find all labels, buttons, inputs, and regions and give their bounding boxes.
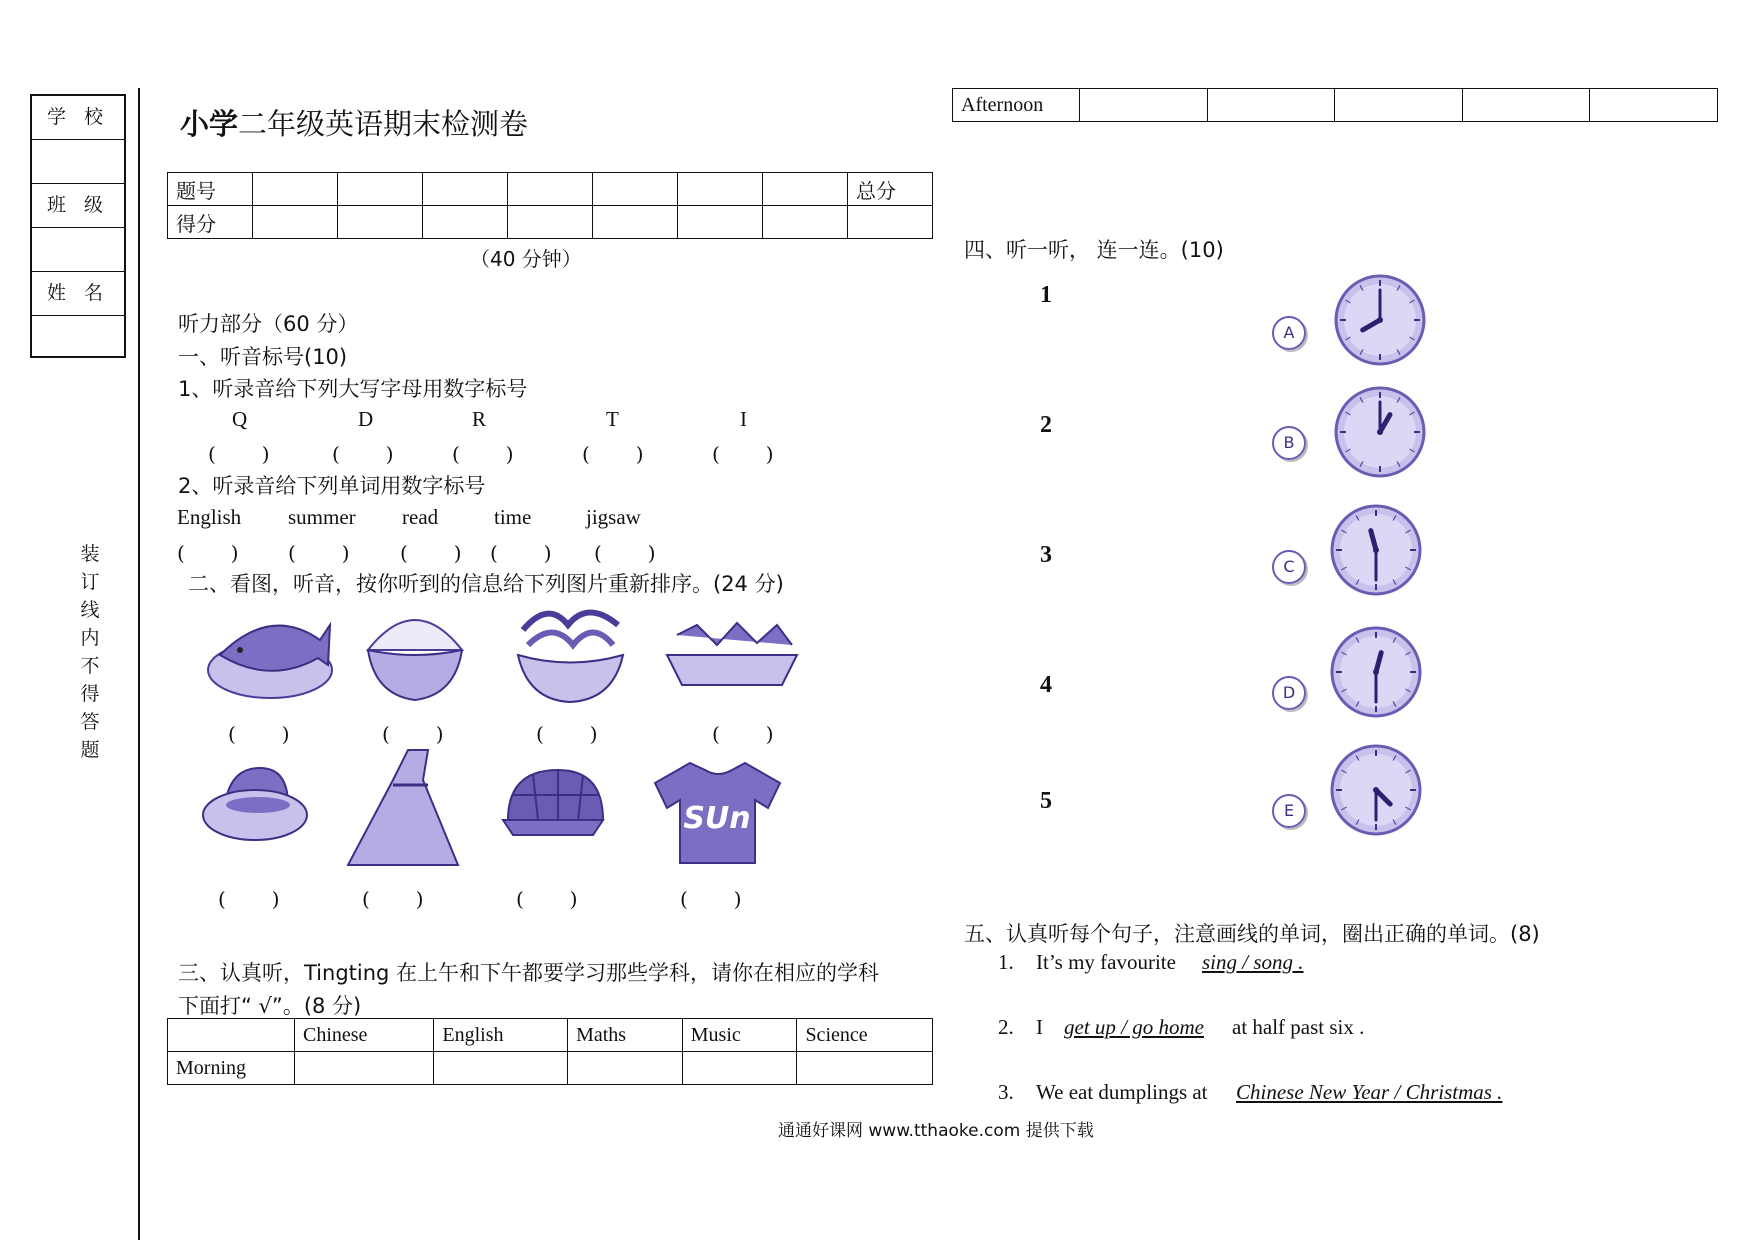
letter-item: D xyxy=(358,407,374,431)
subject-header: Maths xyxy=(568,1019,683,1052)
clock-face xyxy=(1330,382,1430,482)
fish-picture xyxy=(200,600,340,710)
sentence-tail: at half past six . xyxy=(1232,1015,1365,1039)
dress-picture xyxy=(338,745,468,875)
clock-center xyxy=(1377,429,1383,435)
word-item: English xyxy=(177,505,242,529)
letter-item: R xyxy=(472,407,487,431)
match-number: 5 xyxy=(1040,788,1052,814)
answer-paren[interactable]: ( ) xyxy=(400,541,464,565)
clock-face xyxy=(1326,740,1426,840)
sentence-text: We eat dumplings at xyxy=(1036,1080,1208,1104)
clock-center xyxy=(1377,317,1383,323)
sentence-number: 1. xyxy=(998,950,1014,974)
sentence-number: 3. xyxy=(998,1080,1014,1104)
check-cell[interactable] xyxy=(1335,89,1463,122)
name-field[interactable] xyxy=(32,316,124,359)
word-item: jigsaw xyxy=(586,505,641,529)
sentence-number: 2. xyxy=(998,1015,1014,1039)
school-label: 学 校 xyxy=(32,96,124,140)
title-rest: 二年级英语期末检测卷 xyxy=(238,107,529,141)
match-number: 4 xyxy=(1040,672,1052,698)
afternoon-label: Afternoon xyxy=(953,89,1080,122)
binding-notice: 装 订 线 内 不 得 答 题 xyxy=(80,543,100,761)
score-table xyxy=(167,172,933,239)
clock-face xyxy=(1330,270,1430,370)
option-letter: C xyxy=(1272,550,1306,584)
score-cell[interactable] xyxy=(253,206,338,239)
answer-paren[interactable]: ( ) xyxy=(680,887,744,911)
check-cell[interactable] xyxy=(434,1052,568,1085)
match-number: 1 xyxy=(1040,282,1052,308)
answer-paren[interactable]: ( ) xyxy=(490,541,554,565)
sec3-title-line1: 三、认真听，Tingting 在上午和下午都要学习那些学科，请你在相应的学科 xyxy=(178,961,880,985)
choice-words[interactable]: Chinese New Year / Christmas . xyxy=(1236,1080,1503,1104)
school-field[interactable] xyxy=(32,140,124,184)
answer-paren[interactable]: ( ) xyxy=(712,442,776,466)
title-bold: 小学 xyxy=(180,107,239,141)
clock-center xyxy=(1373,669,1379,675)
cake-tray-picture xyxy=(662,615,802,695)
check-cell[interactable] xyxy=(295,1052,434,1085)
check-cell[interactable] xyxy=(1462,89,1590,122)
class-label: 班 级 xyxy=(32,184,124,228)
total-label: 总分 xyxy=(848,173,933,206)
name-label: 姓 名 xyxy=(32,272,124,316)
page-title xyxy=(180,102,528,143)
letter-item: I xyxy=(740,407,747,431)
match-number: 3 xyxy=(1040,542,1052,568)
sec3-title-line2: 下面打“ √”。(8 分) xyxy=(178,994,362,1018)
sec4-title: 四、听一听， 连一连。(10) xyxy=(964,238,1224,262)
check-cell[interactable] xyxy=(1590,89,1718,122)
subject-header: English xyxy=(434,1019,568,1052)
check-cell[interactable] xyxy=(568,1052,683,1085)
answer-paren[interactable]: ( ) xyxy=(594,541,658,565)
binding-line xyxy=(138,88,140,1240)
score-cell[interactable] xyxy=(423,206,508,239)
answer-paren[interactable]: ( ) xyxy=(177,541,241,565)
score-row-label: 题号 xyxy=(168,173,253,206)
answer-paren[interactable]: ( ) xyxy=(218,887,282,911)
subject-table-afternoon xyxy=(952,88,1718,122)
subject-header: Chinese xyxy=(295,1019,434,1052)
clock-center xyxy=(1373,787,1379,793)
word-item: time xyxy=(494,505,532,529)
duration: （40 分钟） xyxy=(470,247,582,271)
choice-words[interactable]: sing / song . xyxy=(1202,950,1304,974)
answer-paren[interactable]: ( ) xyxy=(516,887,580,911)
sentence-text: It’s my favourite xyxy=(1036,950,1176,974)
rice-bowl-picture xyxy=(360,600,470,710)
tshirt-print: SUn xyxy=(683,801,751,836)
sentence-text: I xyxy=(1036,1015,1043,1039)
clock-center xyxy=(1373,547,1379,553)
answer-paren[interactable]: ( ) xyxy=(332,442,396,466)
letter-item: T xyxy=(606,407,619,431)
answer-paren[interactable]: ( ) xyxy=(536,722,600,746)
student-info-box xyxy=(30,94,126,358)
score-cell[interactable] xyxy=(338,206,423,239)
answer-paren[interactable]: ( ) xyxy=(208,442,272,466)
score-cell[interactable] xyxy=(593,206,678,239)
answer-paren[interactable]: ( ) xyxy=(712,722,776,746)
score-cell[interactable] xyxy=(678,206,763,239)
sec1-q2: 2、听录音给下列单词用数字标号 xyxy=(178,474,486,498)
answer-paren[interactable]: ( ) xyxy=(582,442,646,466)
sec5-title: 五、认真听每个句子，注意画线的单词，圈出正确的单词。(8) xyxy=(964,922,1540,946)
morning-label: Morning xyxy=(168,1052,295,1085)
letter-item: Q xyxy=(232,407,248,431)
cap-picture xyxy=(498,765,613,850)
subject-header: Music xyxy=(682,1019,797,1052)
score-total-cell[interactable] xyxy=(848,206,933,239)
tshirt-picture xyxy=(650,758,785,868)
word-item: read xyxy=(402,505,439,529)
answer-paren[interactable]: ( ) xyxy=(228,722,292,746)
answer-paren[interactable]: ( ) xyxy=(362,887,426,911)
footer-credit: 通通好课网 www.tthaoke.com 提供下载 xyxy=(778,1121,1094,1141)
check-cell[interactable] xyxy=(797,1052,933,1085)
listening-part-heading: 听力部分（60 分） xyxy=(178,312,359,336)
option-letter: D xyxy=(1272,676,1306,710)
clock-face xyxy=(1326,622,1426,722)
sec2-title: 二、看图，听音，按你听到的信息给下列图片重新排序。(24 分) xyxy=(188,572,784,596)
subject-table-morning xyxy=(167,1018,933,1085)
score-row-label: 得分 xyxy=(168,206,253,239)
answer-paren[interactable]: ( ) xyxy=(382,722,446,746)
subject-header: Science xyxy=(797,1019,933,1052)
answer-paren[interactable]: ( ) xyxy=(288,541,352,565)
class-field[interactable] xyxy=(32,228,124,272)
option-letter: E xyxy=(1272,794,1306,828)
check-cell[interactable] xyxy=(1207,89,1335,122)
choice-words[interactable]: get up / go home xyxy=(1064,1015,1204,1039)
score-cell[interactable] xyxy=(508,206,593,239)
clock-face xyxy=(1326,500,1426,600)
option-letter: B xyxy=(1272,426,1306,460)
sec1-title: 一、听音标号(10) xyxy=(178,345,348,369)
score-cell[interactable] xyxy=(763,206,848,239)
match-number: 2 xyxy=(1040,412,1052,438)
check-cell[interactable] xyxy=(682,1052,797,1085)
option-letter: A xyxy=(1272,316,1306,350)
sec1-q1: 1、听录音给下列大写字母用数字标号 xyxy=(178,377,528,401)
noodles-picture xyxy=(508,600,633,710)
hat-picture xyxy=(200,760,310,850)
check-cell[interactable] xyxy=(1080,89,1208,122)
word-item: summer xyxy=(288,505,356,529)
answer-paren[interactable]: ( ) xyxy=(452,442,516,466)
